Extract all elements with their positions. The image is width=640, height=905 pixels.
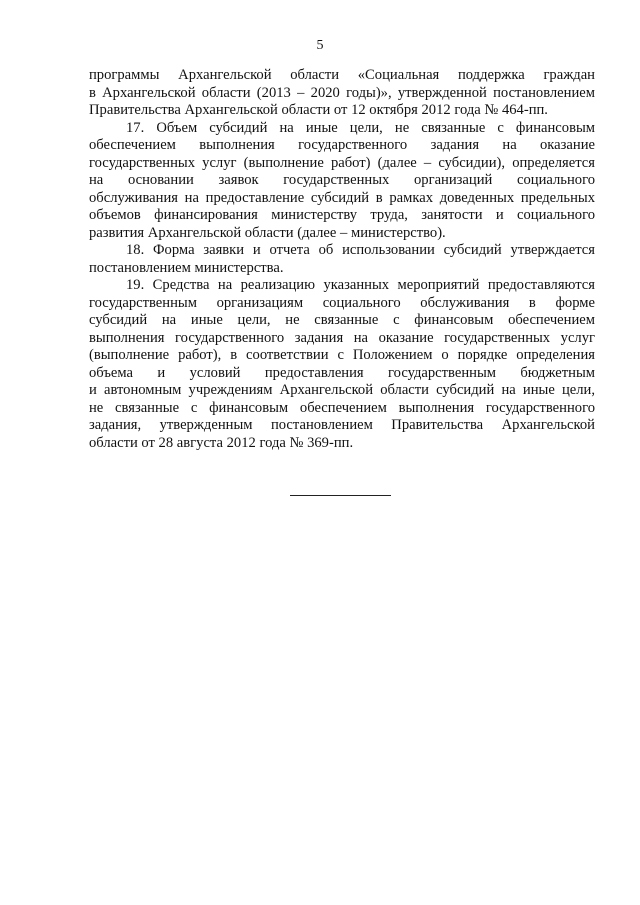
text-line: выполнения государственного задания на оказание государственных услуг bbox=[89, 329, 595, 346]
paragraph-17 bbox=[89, 120, 595, 243]
text-line: 19. Средства на реализацию указанных мероприятий предоставляются bbox=[126, 277, 595, 293]
text-line: объема и условий предоставления государственным бюджетным bbox=[89, 364, 595, 381]
paragraph-18 bbox=[89, 242, 595, 277]
text-line: обслуживания на предоставление субсидий в рамках доведенных предельных bbox=[89, 189, 595, 206]
text-line: Правительства Архангельской области от 12 октября 2012 года № 464-пп. bbox=[89, 102, 548, 118]
paragraph-continuation bbox=[89, 67, 595, 120]
text-line: и автономным учреждениям Архангельской области субсидий на иные цели, bbox=[89, 382, 595, 398]
text-line: (выполнение работ), в соответствии с Положением о порядке определения bbox=[89, 347, 595, 363]
text-line: развития Архангельской области (далее – министерство). bbox=[89, 224, 446, 241]
text-line: 18. Форма заявки и отчета об использовании субсидий утверждается bbox=[126, 242, 595, 258]
document-body bbox=[89, 67, 595, 452]
page-number: 5 bbox=[316, 38, 324, 53]
text-line: субсидий на иные цели, не связанные с финансовым обеспечением bbox=[89, 312, 595, 328]
text-line: программы Архангельской области «Социальная поддержка граждан bbox=[89, 67, 595, 83]
text-line: государственных услуг (выполнение работ) (далее – субсидии), определяется bbox=[89, 154, 595, 171]
end-separator-line bbox=[290, 495, 391, 496]
text-line: объемов финансирования министерству труда, занятости и социального bbox=[89, 207, 595, 223]
text-line: обеспечением выполнения государственного задания на оказание bbox=[89, 137, 595, 153]
text-line: в Архангельской области (2013 – 2020 годы)», утвержденной постановлением bbox=[89, 84, 595, 101]
text-line: задания, утвержденным постановлением Правительства Архангельской bbox=[89, 417, 595, 433]
text-line: 17. Объем субсидий на иные цели, не связанные с финансовым bbox=[126, 119, 595, 136]
text-line: постановлением министерства. bbox=[89, 259, 284, 276]
text-line: на основании заявок государственных организаций социального bbox=[89, 172, 595, 188]
text-line: не связанные с финансовым обеспечением выполнения государственного bbox=[89, 399, 595, 416]
text-line: области от 28 августа 2012 года № 369-пп. bbox=[89, 434, 354, 451]
paragraph-19 bbox=[89, 277, 595, 452]
text-line: государственным организациям социального обслуживания в форме bbox=[89, 294, 595, 311]
